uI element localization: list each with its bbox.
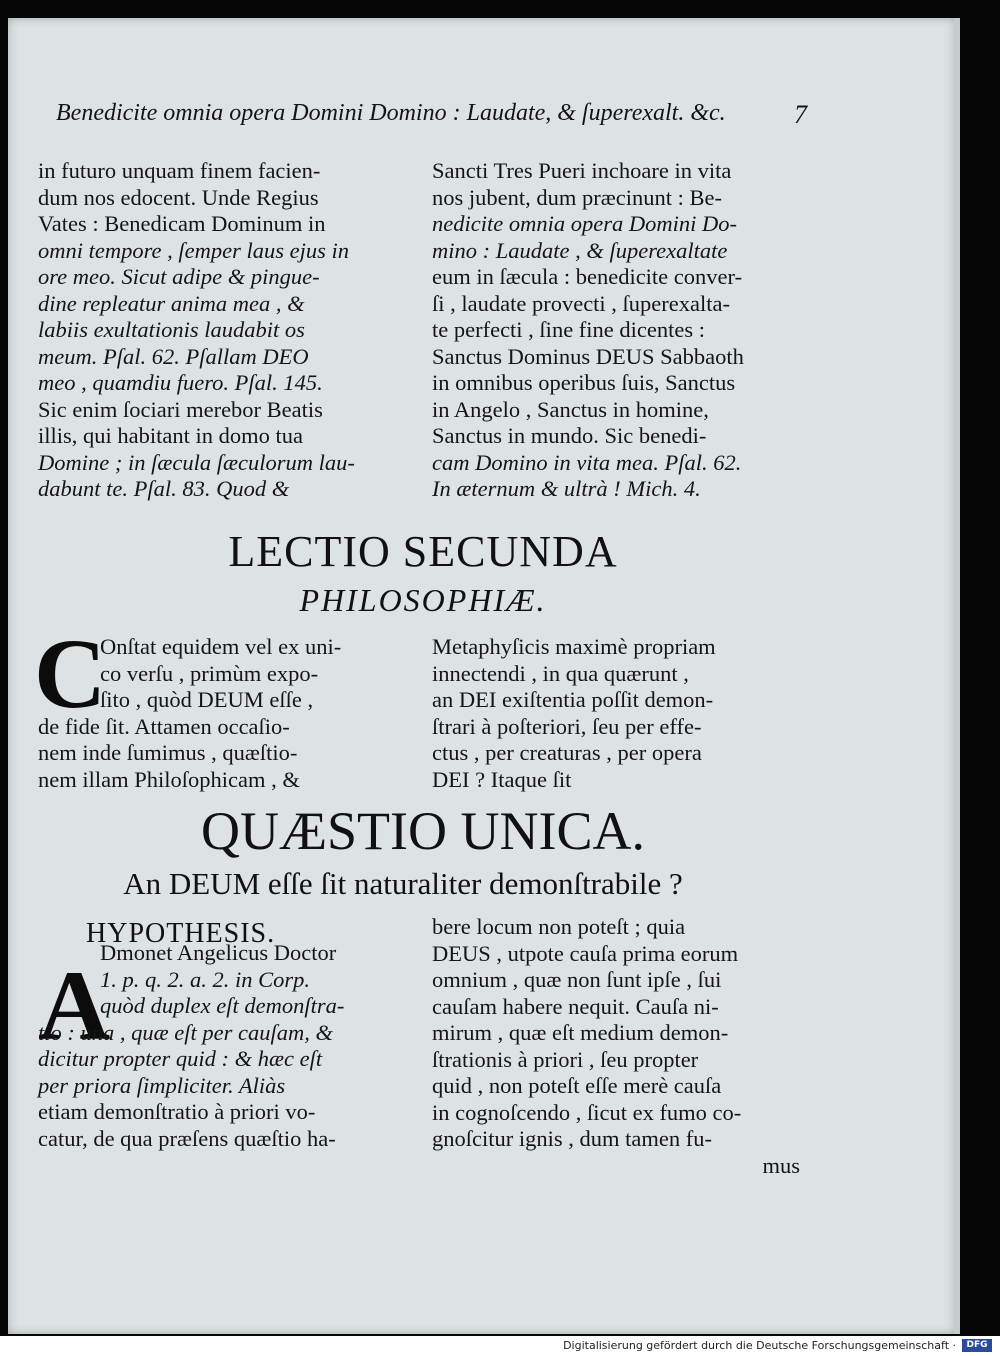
book-page — [8, 18, 960, 1334]
text-line: omnium , quæ non ſunt ipſe , ſui — [432, 967, 722, 992]
text-line: mirum , quæ eſt medium demon- — [432, 1020, 729, 1045]
lectio-right-column — [432, 634, 812, 793]
text-line: Dmonet Angelicus Doctor — [100, 940, 337, 965]
text-line: Sancti Tres Pueri inchoare in vita — [432, 158, 732, 183]
text-line: mino : Laudate , & ſuperexaltate — [432, 237, 728, 263]
text-line: nem illam Philoſophicam , & — [38, 766, 300, 792]
text-line: gnoſcitur ignis , dum tamen fu- — [432, 1126, 712, 1151]
text-line: etiam demonſtratio à priori vo- — [38, 1099, 316, 1124]
drop-cap-a: A — [38, 950, 111, 1061]
text-line: ſtrari à poſteriori, ſeu per effe- — [432, 713, 702, 739]
top-right-column — [432, 158, 812, 503]
text-line: co verſu , primùm expo- — [100, 660, 319, 686]
text-line: cauſam habere nequit. Cauſa ni- — [432, 993, 719, 1019]
text-line: labiis exultationis laudabit os — [38, 317, 305, 342]
top-left-column — [38, 158, 413, 503]
text-line: tio : una , quæ eſt per cauſam, & — [38, 1019, 333, 1045]
text-line: de fide ſit. Attamen occaſio- — [38, 713, 290, 739]
hypothesis-right-column — [432, 914, 812, 1179]
text-line: quid , non poteſt eſſe merè cauſa — [432, 1073, 722, 1098]
text-line: Onſtat equidem vel ex uni- — [100, 634, 342, 659]
text-line: dicitur propter quid : & hæc eſt — [38, 1046, 323, 1071]
text-line: in omnibus operibus ſuis, Sanctus — [432, 370, 736, 395]
text-line: Vates : Benedicam Dominum in — [38, 211, 326, 236]
text-line: cam Domino in vita mea. Pſal. 62. — [432, 449, 742, 475]
text-line: dabunt te. Pſal. 83. Quod & — [38, 476, 290, 501]
text-line: In æternum & ultrà ! Mich. 4. — [432, 476, 701, 501]
hypothesis-left-column — [38, 940, 413, 1152]
text-line: catur, de qua præſens quæſtio ha- — [38, 1125, 336, 1151]
page-number: 7 — [794, 100, 807, 129]
text-line: DEUS , utpote cauſa prima eorum — [432, 940, 739, 966]
text-line: Sanctus in mundo. Sic benedi- — [432, 423, 707, 448]
running-head: Benedicite omnia opera Domini Domino : Laudate, & ſuperexalt. &c. — [56, 100, 726, 126]
text-line: dine repleatur anima mea , & — [38, 290, 305, 316]
text-line: in Angelo , Sanctus in homine, — [432, 396, 709, 422]
text-line: per priora ſimpliciter. Aliàs — [38, 1072, 286, 1098]
text-line: 1. p. q. 2. a. 2. in Corp. — [100, 966, 311, 992]
text-line: Metaphyſicis maximè propriam — [432, 634, 716, 659]
text-line: ſito , quòd DEUM eſſe , — [100, 687, 314, 712]
text-line: meum. Pſal. 62. Pſallam DEO — [38, 343, 309, 369]
text-line: ſtrationis à priori , ſeu propter — [432, 1046, 699, 1072]
text-line: nedicite omnia opera Domini Do- — [432, 211, 737, 236]
text-line: dum nos edocent. Unde Regius — [38, 184, 319, 210]
text-line: quòd duplex eſt demonſtra- — [100, 993, 345, 1018]
text-line: eum in ſæcula : benedicite conver- — [432, 264, 743, 289]
page-edge — [954, 18, 960, 1334]
text-line: meo , quamdiu fuero. Pſal. 145. — [38, 370, 323, 395]
text-line: DEI ? Itaque ſit — [432, 766, 572, 792]
dfg-logo: DFG — [962, 1339, 992, 1352]
text-line: nem inde ſumimus , quæſtio- — [38, 740, 298, 765]
text-line: omni tempore , ſemper laus ejus in — [38, 237, 350, 263]
text-line: an DEI exiſtentia poſſit demon- — [432, 687, 714, 712]
text-line: in futuro unquam finem facien- — [38, 158, 321, 183]
text-line: bere locum non poteſt ; quia — [432, 914, 686, 939]
hypothesis-heading: HYPOTHESIS. — [86, 918, 276, 949]
text-line: nos jubent, dum præcinunt : Be- — [432, 184, 722, 210]
text-line: Sic enim ſociari merebor Beatis — [38, 396, 323, 422]
drop-cap-c: C — [34, 618, 107, 729]
text-line: Domine ; in ſæcula ſæculorum lau- — [38, 449, 355, 475]
text-line: innectendi , in qua quærunt , — [432, 660, 689, 686]
text-line: ſi , laudate provecti , ſuperexalta- — [432, 290, 730, 316]
text-line: in cognoſcendo , ſicut ex fumo co- — [432, 1099, 742, 1125]
text-line: illis, qui habitant in domo tua — [38, 423, 303, 448]
lectio-title: LECTIO SECUNDA — [228, 527, 618, 576]
text-line: ore meo. Sicut adipe & pingue- — [38, 264, 320, 289]
text-line: Sanctus Dominus DEUS Sabbaoth — [432, 343, 744, 369]
questio-subtitle: An DEUM eſſe ſit naturaliter demonſtrabile ? — [123, 866, 683, 901]
lectio-subtitle: PHILOSOPHIÆ. — [299, 582, 547, 618]
questio-title: QUÆSTIO UNICA. — [201, 801, 645, 861]
lectio-left-column — [38, 634, 413, 793]
text-line: ctus , per creaturas , per opera — [432, 740, 702, 765]
text-line: te perfecti , ſine fine dicentes : — [432, 317, 705, 342]
catchword: mus — [762, 1152, 800, 1178]
footer-credit: Digitalisierung gefördert durch die Deutsche Forschungsgemeinschaft · — [563, 1339, 956, 1352]
